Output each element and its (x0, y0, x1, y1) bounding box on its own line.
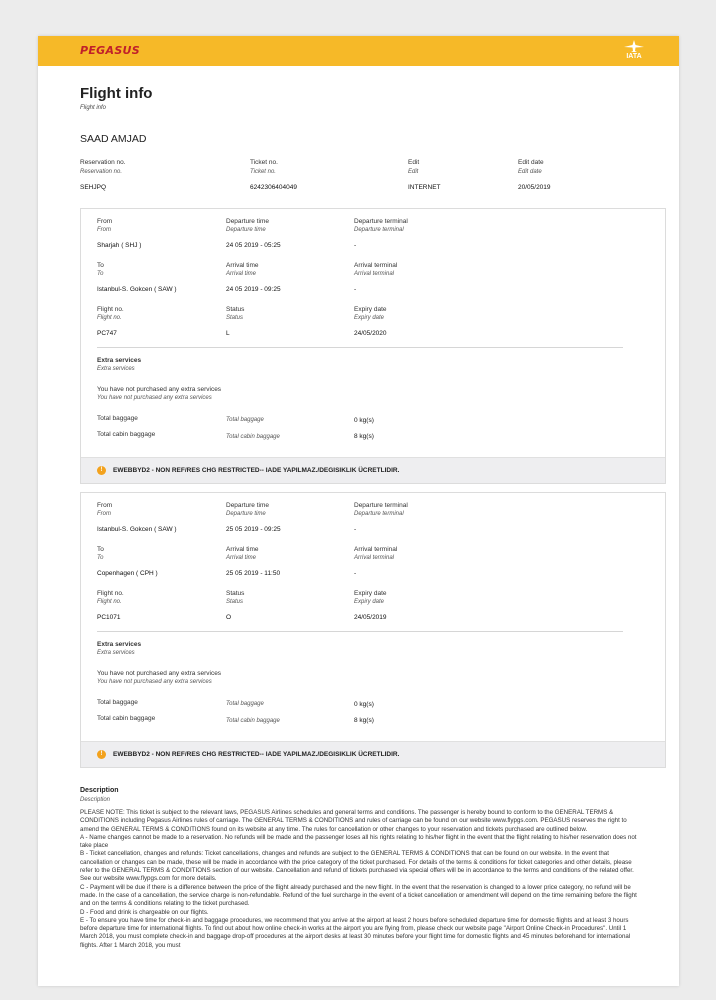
fare-notice-text: EWEBBYD2 - NON REF/RES CHG RESTRICTED-- IADE YAPILMAZ./DEGISIKLIK ÜCRETLIDIR. (113, 751, 400, 758)
segment-divider (97, 347, 623, 348)
departure-time-label-alt: Departure time (226, 227, 266, 233)
departure-time-label: Departure time (226, 502, 269, 509)
expiry-date-label: Expiry date (354, 590, 387, 597)
arrival-time-label-alt: Arrival time (226, 271, 257, 277)
total-baggage-label: Total baggage (97, 699, 138, 706)
from-label-alt: From (97, 227, 111, 233)
no-extras-text: You have not purchased any extra services (97, 670, 222, 677)
extra-services-heading-alt: Extra services (97, 650, 135, 656)
description-paragraph: E - To ensure you have time for check-in and baggage procedures, we recommend that you arrive at the airport at least 2 hours before scheduled departure time for domestic flights and at least 3 hours before departure time for international flights. To find out about how online check-in works at the airport you are flying from, please check our website page "Airport Online Check-in Procedures". Until 1 March 2018, you must complete check-in and baggage drop-off procedures at the airport desks at least 30 minutes before your flight time for domestic flights and 45 minutes beforehand for international flights. After 1 March 2018, you must (80, 916, 631, 949)
total-cabin-baggage-value: 8 kg(s) (354, 433, 374, 440)
flight-no-label: Flight no. (97, 590, 124, 597)
to-label-alt: To (97, 555, 104, 561)
from-value: Istanbul-S. Gokcen ( SAW ) (97, 526, 177, 533)
arrival-terminal-label-alt: Arrival terminal (354, 555, 395, 561)
arrival-terminal-value: - (354, 570, 357, 577)
status-label-alt: Status (226, 599, 244, 605)
arrival-terminal-value: - (354, 286, 357, 293)
status-value: O (226, 614, 232, 621)
departure-terminal-value: - (354, 242, 357, 249)
warning-icon: ! (97, 466, 106, 475)
description-paragraph: PLEASE NOTE: This ticket is subject to the relevant laws, PEGASUS Airlines schedules and general terms and conditions. The passenger is hereby bound to conform to the GENERAL TERMS & CONDITIONS including Pegasus Airlines rules of carriage. The GENERAL TERMS & CONDITIONS and rules of carriage can be found on our website www.flypgs.com. PEGASUS reserves the right to amend the GENERAL TERMS & CONDITIONS found on its website at any time. The rules for cancellation or other changes to your reservation and tickets purchased are outlined below. (80, 809, 627, 833)
description-heading-alt: Description (80, 797, 111, 803)
description-body (80, 809, 640, 950)
status-label: Status (226, 590, 245, 597)
page-title: Flight info (80, 85, 153, 102)
ticket-no-label-alt: Ticket no. (250, 169, 276, 175)
ticket-page (38, 36, 679, 986)
departure-terminal-label: Departure terminal (354, 218, 408, 225)
description-heading: Description (80, 787, 119, 794)
from-value: Sharjah ( SHJ ) (97, 242, 142, 249)
departure-terminal-value: - (354, 526, 357, 533)
arrival-terminal-label: Arrival terminal (354, 546, 398, 553)
flight-segment-1 (80, 208, 666, 484)
fare-notice-text: EWEBBYD2 - NON REF/RES CHG RESTRICTED-- IADE YAPILMAZ./DEGISIKLIK ÜCRETLIDIR. (113, 467, 400, 474)
to-value: Copenhagen ( CPH ) (97, 570, 158, 577)
flight-no-label: Flight no. (97, 306, 124, 313)
expiry-date-label-alt: Expiry date (354, 315, 385, 321)
extra-services-heading: Extra services (97, 357, 142, 364)
arrival-time-value: 24 05 2019 - 09:25 (226, 286, 281, 293)
total-baggage-value: 0 kg(s) (354, 417, 374, 424)
to-value: Istanbul-S. Gokcen ( SAW ) (97, 286, 177, 293)
expiry-date-label-alt: Expiry date (354, 599, 385, 605)
brand-bar (38, 36, 679, 66)
status-label-alt: Status (226, 315, 244, 321)
status-value: L (226, 330, 230, 337)
departure-terminal-label-alt: Departure terminal (354, 511, 404, 517)
arrival-terminal-label-alt: Arrival terminal (354, 271, 395, 277)
total-cabin-baggage-label-alt: Total cabin baggage (226, 434, 280, 440)
from-label: From (97, 502, 113, 509)
no-extras-text-alt: You have not purchased any extra services (97, 395, 212, 401)
total-baggage-label-alt: Total baggage (226, 701, 264, 707)
flight-no-label-alt: Flight no. (97, 315, 122, 321)
flight-no-value: PC747 (97, 330, 117, 337)
fare-notice (81, 741, 665, 767)
iata-label: IATA (626, 53, 642, 60)
description-paragraph: A - Name changes cannot be made to a reservation. No refunds will be made and the passenger loses all his rights relating to his/her flight in the event that the flight relating to his/her reservation does not take place (80, 833, 637, 850)
flight-no-label-alt: Flight no. (97, 599, 122, 605)
description-paragraph: D - Food and drink is chargeable on our flights. (80, 908, 209, 916)
total-baggage-label: Total baggage (97, 415, 138, 422)
departure-time-value: 25 05 2019 - 09:25 (226, 526, 281, 533)
total-cabin-baggage-label-alt: Total cabin baggage (226, 718, 280, 724)
edit-date-label-alt: Edit date (518, 169, 542, 175)
iata-logo (619, 39, 649, 63)
to-label: To (97, 262, 104, 269)
extra-services-heading: Extra services (97, 641, 142, 648)
edit-value: INTERNET (408, 184, 441, 191)
ticket-no-value: 6242306404049 (250, 184, 297, 191)
iata-plane-icon (623, 39, 645, 53)
arrival-time-value: 25 05 2019 - 11:50 (226, 570, 281, 577)
total-cabin-baggage-label: Total cabin baggage (97, 431, 156, 438)
description-paragraph: C - Payment will be due if there is a difference between the price of the flight already purchased and the new flight. In the event that the reservation is changed to a lower price category, no refund will be made. In the case of a cancellation, the service charge is non-refundable. Refund of the fuel surcharge in the event of a ticket cancellation or amendment will depend on the time remaining before the flight and on the terms & conditions relating to the ticket purchased. (80, 883, 637, 908)
total-baggage-label-alt: Total baggage (226, 417, 264, 423)
segment-divider (97, 631, 623, 632)
passenger-name: SAAD AMJAD (80, 133, 147, 145)
arrival-terminal-label: Arrival terminal (354, 262, 398, 269)
arrival-time-label-alt: Arrival time (226, 555, 257, 561)
departure-time-value: 24 05 2019 - 05:25 (226, 242, 281, 249)
fare-notice (81, 457, 665, 483)
departure-terminal-label: Departure terminal (354, 502, 408, 509)
expiry-date-value: 24/05/2020 (354, 330, 387, 337)
from-label: From (97, 218, 113, 225)
total-baggage-value: 0 kg(s) (354, 701, 374, 708)
expiry-date-label: Expiry date (354, 306, 387, 313)
edit-label-alt: Edit (408, 169, 419, 175)
page-subtitle: Flight info (80, 105, 107, 111)
edit-date-value: 20/05/2019 (518, 184, 551, 191)
status-label: Status (226, 306, 245, 313)
to-label-alt: To (97, 271, 104, 277)
warning-icon: ! (97, 750, 106, 759)
no-extras-text-alt: You have not purchased any extra services (97, 679, 212, 685)
no-extras-text: You have not purchased any extra services (97, 386, 222, 393)
ticket-no-label: Ticket no. (250, 159, 278, 166)
reservation-no-label-alt: Reservation no. (80, 169, 123, 175)
flight-no-value: PC1071 (97, 614, 121, 621)
edit-label: Edit (408, 159, 420, 166)
reservation-no-value: SEHJPQ (80, 184, 107, 191)
to-label: To (97, 546, 104, 553)
expiry-date-value: 24/05/2019 (354, 614, 387, 621)
edit-date-label: Edit date (518, 159, 544, 166)
flight-segment-2 (80, 492, 666, 768)
arrival-time-label: Arrival time (226, 262, 259, 269)
departure-time-label: Departure time (226, 218, 269, 225)
from-label-alt: From (97, 511, 111, 517)
total-cabin-baggage-label: Total cabin baggage (97, 715, 156, 722)
arrival-time-label: Arrival time (226, 546, 259, 553)
departure-terminal-label-alt: Departure terminal (354, 227, 404, 233)
extra-services-heading-alt: Extra services (97, 366, 135, 372)
reservation-no-label: Reservation no. (80, 159, 126, 166)
pegasus-logo: PEGASUS (80, 44, 140, 57)
description-paragraph: B - Ticket cancellation, changes and refunds: Ticket cancellations, changes and refunds are subject to the GENERAL TERMS & CONDITIONS that can be found on our website. In the event that cancellation or changes can be made, these will be made in accordance with the price category of the ticket purchased. For details of the terms & conditions for ticket categories and other details, please refer to the GENERAL TERMS & CONDITIONS section of our website. Cancellation and refund of tickets purchased via special offers will be in accordance to the terms and conditions of the related offer. See our website www.flypgs.com for more details. (80, 850, 634, 883)
departure-time-label-alt: Departure time (226, 511, 266, 517)
total-cabin-baggage-value: 8 kg(s) (354, 717, 374, 724)
